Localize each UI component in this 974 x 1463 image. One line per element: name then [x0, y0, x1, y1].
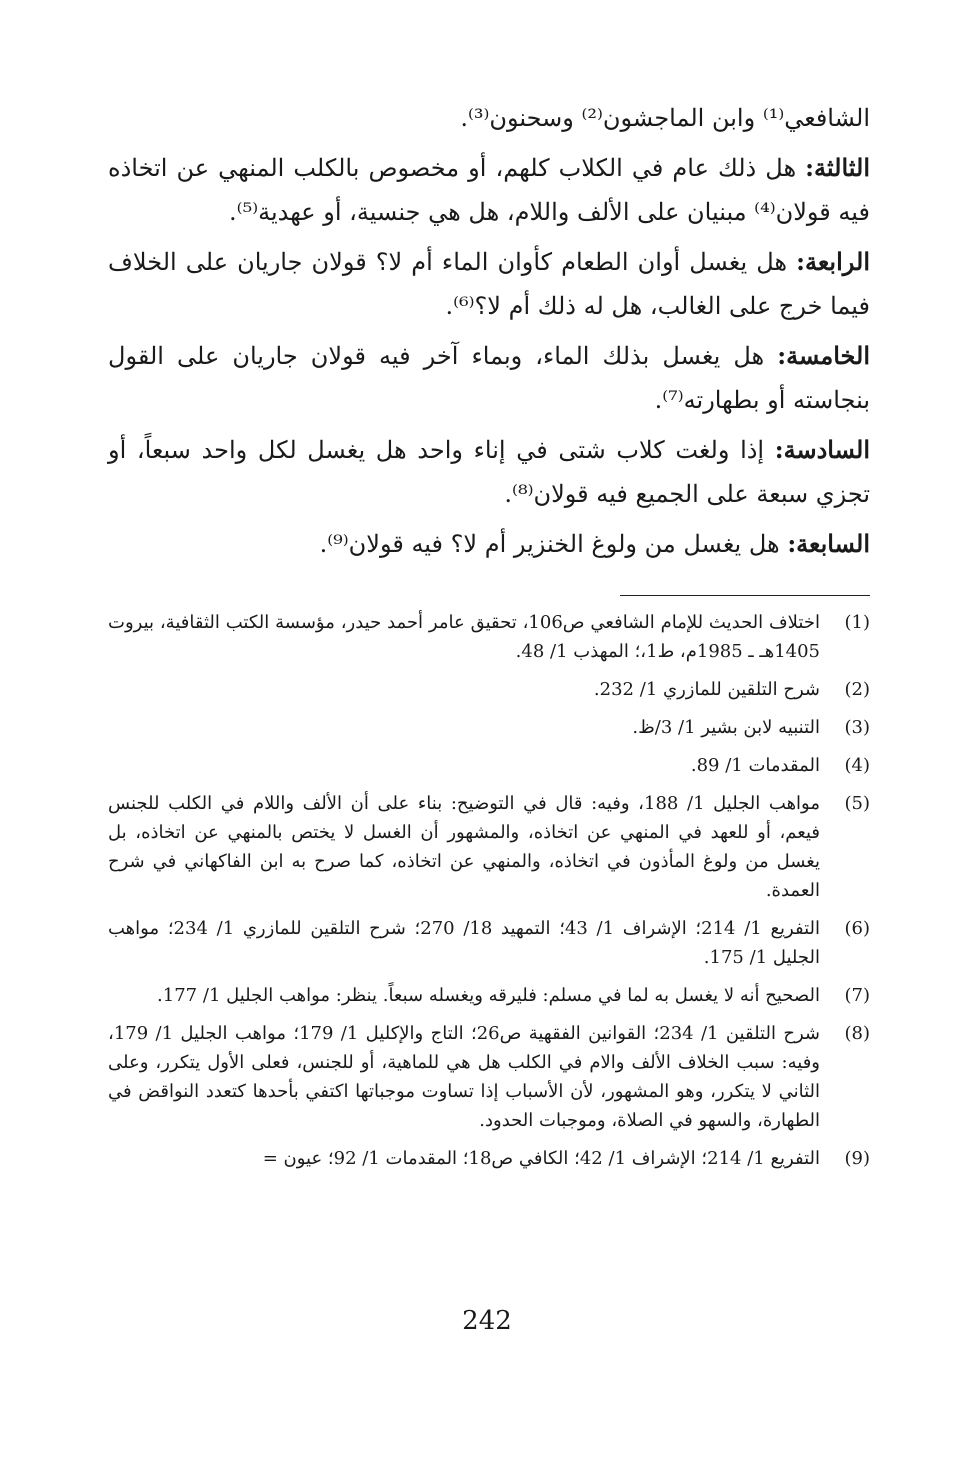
- paragraph: [108, 522, 870, 566]
- footnote-text: شرح التلقين للمازري 1/ 232.: [593, 679, 820, 700]
- footnote-text: الصحيح أنه لا يغسل به لما في مسلم: فليرقه ويغسله سبعاً. ينظر: مواهب الجليل 1/ 177.: [157, 985, 820, 1006]
- paragraph-text: هل يغسل أوان الطعام كأوان الماء أم لا؟ قولان جاريان على الخلاف فيما خرج على الغالب، هل له ذلك أم لا؟⁽⁶⁾.: [108, 248, 870, 320]
- footnote-text: اختلاف الحديث للإمام الشافعي ص106، تحقيق عامر أحمد حيدر، مؤسسة الكتب الثقافية، بيروت 1405هـ ـ 1985م، ط1،؛ المهذب 1/ 48.: [108, 612, 820, 662]
- paragraph: [108, 96, 870, 140]
- footnote-number: (2): [844, 679, 870, 700]
- footnote-number: (8): [844, 1023, 870, 1044]
- paragraph-keyword: الثالثة:: [805, 153, 870, 182]
- footnote-text: التفريع 1/ 214؛ الإشراف 1/ 42؛ الكافي ص18؛ المقدمات 1/ 92؛ عيون =: [262, 1148, 820, 1169]
- paragraph: [108, 334, 870, 422]
- footnote-number: (1): [844, 612, 870, 633]
- footnote-item: [108, 751, 870, 780]
- paragraph-keyword: الرابعة:: [796, 247, 870, 276]
- footnote-item: [108, 914, 870, 972]
- paragraph: [108, 146, 870, 234]
- paragraph-text: هل يغسل بذلك الماء، وبماء آخر فيه قولان جاريان على القول بنجاسته أو بطهارته⁽⁷⁾.: [108, 342, 870, 414]
- paragraph: [108, 240, 870, 328]
- footnote-number: (9): [844, 1148, 870, 1169]
- paragraph: [108, 428, 870, 516]
- footnote-item: [108, 1144, 870, 1173]
- footnote-text: المقدمات 1/ 89.: [690, 755, 820, 776]
- footnote-item: [108, 713, 870, 742]
- footnote-item: [108, 981, 870, 1010]
- footnote-item: [108, 608, 870, 666]
- main-text: [108, 96, 870, 566]
- footnote-number: (4): [844, 755, 870, 776]
- footnote-text: مواهب الجليل 1/ 188، وفيه: قال في التوضيح: بناء على أن الألف واللام في الكلب للجنس فيعم، أو للعهد في المنهي عن اتخاذه، والمشهور أن الغسل لا يختص بالمنهي عن اتخاذه، بل يغسل من ولوغ المأذون في اتخاذه، والمنهي عن اتخاذه، كما صرح به ابن الفاكهاني في شرح العمدة.: [108, 793, 820, 901]
- footnote-text: شرح التلقين 1/ 234؛ القوانين الفقهية ص26؛ التاج والإكليل 1/ 179؛ مواهب الجليل 1/ 179، وفيه: سبب الخلاف الألف والام في الكلب هل هي للماهية، أو للجنس، فعلى الأول يتكرر، وعلى الثاني لا يتكرر، وهو المشهور، لأن الأسباب إذا تساوت موجباتها اكتفي بأحدها كتعدد النواقض في الطهارة، والسهو في الصلاة، وموجبات الحدود.: [108, 1023, 820, 1131]
- footnote-divider: [620, 595, 870, 596]
- footnote-item: [108, 789, 870, 905]
- paragraph-keyword: السابعة:: [787, 529, 870, 558]
- footnote-number: (6): [844, 918, 870, 939]
- paragraph-keyword: السادسة:: [774, 435, 870, 464]
- footnote-item: [108, 1019, 870, 1135]
- paragraph-text: هل يغسل من ولوغ الخنزير أم لا؟ فيه قولان⁽⁹⁾.: [319, 530, 788, 558]
- footnotes: [108, 608, 870, 1182]
- paragraph-text: إذا ولغت كلاب شتى في إناء واحد هل يغسل لكل واحد سبعاً، أو تجزي سبعة على الجميع فيه قولان⁽⁸⁾.: [108, 436, 870, 508]
- footnote-text: التفريع 1/ 214؛ الإشراف 1/ 43؛ التمهيد 18/ 270؛ شرح التلقين للمازري 1/ 234؛ مواهب الجليل 1/ 175.: [108, 918, 820, 968]
- footnote-number: (7): [844, 985, 870, 1006]
- paragraph-text: هل ذلك عام في الكلاب كلهم، أو مخصوص بالكلب المنهي عن اتخاذه فيه قولان⁽⁴⁾ مبنيان على الألف واللام، هل هي جنسية، أو عهدية⁽⁵⁾.: [108, 154, 870, 226]
- paragraph-keyword: الخامسة:: [777, 341, 870, 370]
- footnote-item: [108, 675, 870, 704]
- footnote-text: التنبيه لابن بشير 1/ 3/ظ.: [632, 717, 820, 738]
- footnote-number: (5): [844, 793, 870, 814]
- paragraph-text: الشافعي⁽¹⁾ وابن الماجشون⁽²⁾ وسحنون⁽³⁾.: [460, 104, 870, 132]
- footnote-number: (3): [844, 717, 870, 738]
- page-number: 242: [462, 1306, 512, 1336]
